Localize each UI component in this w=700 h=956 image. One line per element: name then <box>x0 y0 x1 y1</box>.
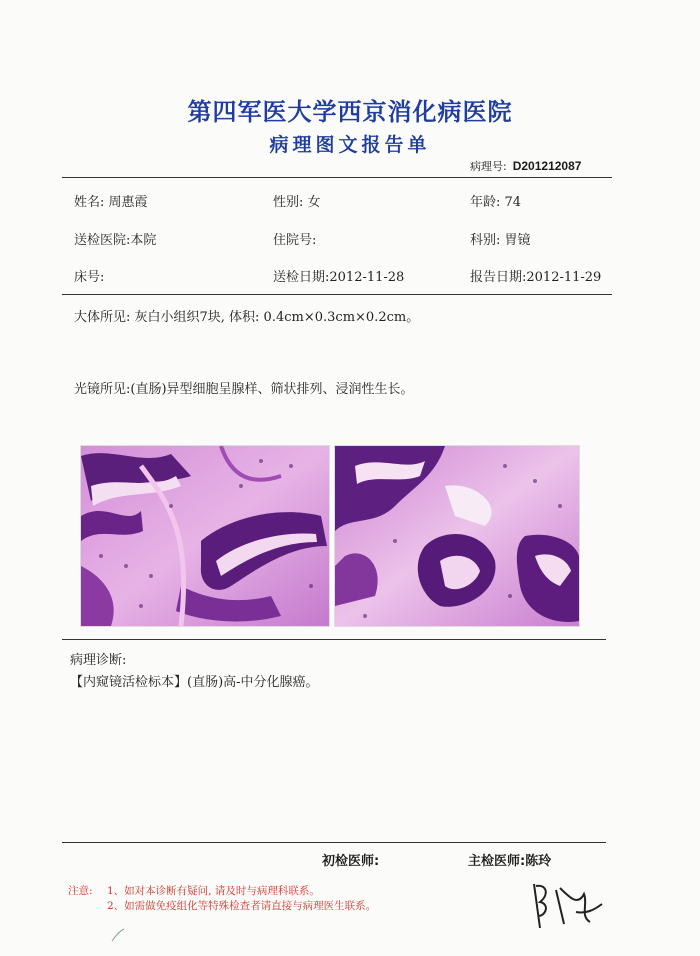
notes-line-1: 1、如对本诊断有疑问, 请及时与病理科联系。 <box>107 885 320 897</box>
submit-date: 送检日期:2012-11-28 <box>273 270 405 285</box>
pathology-number-value: D201212087 <box>512 159 582 173</box>
patient-age: 年龄: 74 <box>470 195 522 210</box>
divider <box>62 639 606 640</box>
chief-examiner-name: 陈玲 <box>525 854 552 869</box>
notes-prefix: 注意: <box>68 885 93 897</box>
diagnosis-label: 病理诊断: <box>70 653 127 668</box>
histology-image-left-graphic <box>81 446 329 626</box>
handwritten-signature <box>520 876 620 936</box>
divider <box>62 294 612 295</box>
microscopic-findings: 光镜所见:(直肠)异型细胞呈腺样、筛状排列、浸润性生长。 <box>74 382 414 397</box>
department: 科别: 胃镜 <box>470 233 531 248</box>
diagnosis-text: 【内窥镜活检标本】(直肠)高-中分化腺癌。 <box>70 675 319 690</box>
chief-examiner-label: 主检医师: <box>468 854 526 869</box>
submitting-hospital: 送检医院:本院 <box>74 233 157 248</box>
hospital-name: 第四军医大学西京消化病医院 <box>187 97 513 126</box>
pen-mark <box>108 925 130 945</box>
inpatient-number: 住院号: <box>273 233 317 248</box>
bed-number: 床号: <box>74 270 105 285</box>
patient-name: 姓名: 周惠霞 <box>74 195 148 210</box>
initial-examiner-label: 初检医师: <box>322 854 380 869</box>
chief-examiner <box>468 850 551 869</box>
gross-findings: 大体所见: 灰白小组织7块, 体积: 0.4cm×0.3cm×0.2cm。 <box>74 310 420 325</box>
histology-image-left <box>80 445 330 627</box>
report-title: 病理图文报告单 <box>269 134 431 156</box>
pathology-number <box>470 158 581 174</box>
pathology-number-label: 病理号: <box>470 160 507 173</box>
report-date: 报告日期:2012-11-29 <box>470 270 602 285</box>
histology-image-right <box>334 445 580 627</box>
notes-line-2: 2、如需做免疫组化等特殊检查者请直接与病理医生联系。 <box>107 900 377 912</box>
divider <box>62 842 606 843</box>
patient-sex: 性别: 女 <box>273 195 321 210</box>
divider <box>62 177 612 178</box>
histology-image-right-graphic <box>335 446 579 626</box>
